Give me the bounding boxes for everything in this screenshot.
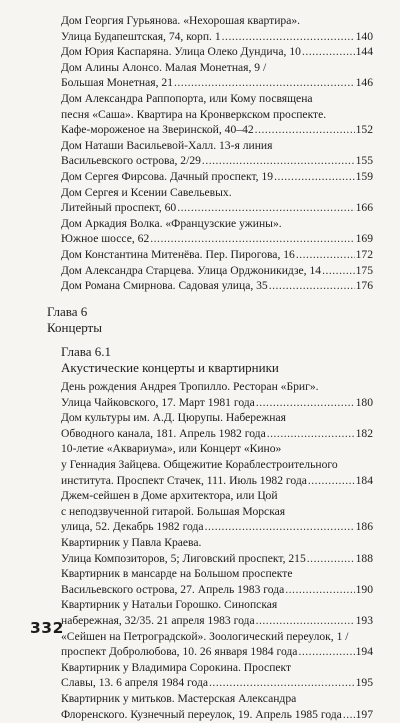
toc-entry-text: Дом Александра Старцева. Улица Орджоникидзе, 14 bbox=[61, 263, 322, 277]
toc-entry-text: Дом Константина Митенёва. Пер. Пирогова, 16 bbox=[61, 248, 295, 261]
subchapter-label: Глава 6.1 bbox=[61, 344, 112, 359]
toc-page-number: 166 bbox=[355, 201, 373, 215]
subchapter-title: Акустические концерты и квартирники bbox=[61, 360, 279, 375]
page-number: 332 bbox=[30, 619, 64, 637]
toc-entry-line bbox=[61, 395, 373, 411]
toc-page-number: 172 bbox=[355, 248, 373, 261]
toc-entry-line bbox=[61, 153, 373, 169]
toc-entry-text: набережная, 32/35. 21 апреля 1983 года bbox=[61, 614, 255, 627]
toc-dot-leader bbox=[274, 169, 355, 185]
toc-entry-text: Дом культуры им. А.Д. Цюрупы. Набережная bbox=[61, 411, 286, 425]
toc-entry-line bbox=[61, 247, 373, 263]
toc-entry-line bbox=[61, 441, 373, 457]
toc-entry-text: института. Проспект Стачек, 111. Июль 1982 года bbox=[61, 473, 307, 487]
toc-entry-text: Кафе-мороженое на Зверинской, 40–42 bbox=[61, 123, 254, 137]
toc-dot-leader bbox=[202, 153, 355, 169]
toc-dot-leader bbox=[302, 44, 355, 60]
toc-page-number: 197 bbox=[355, 707, 373, 721]
toc-page-number: 140 bbox=[355, 29, 373, 43]
toc-entry-line bbox=[61, 60, 373, 76]
toc-page-number: 146 bbox=[355, 76, 373, 90]
toc-entry-text: Дом Сергея и Ксении Савельевых. bbox=[61, 185, 232, 199]
toc-dot-leader bbox=[285, 582, 354, 598]
toc-entry-text: Васильевского острова, 2/29 bbox=[61, 154, 201, 168]
toc-entry-text: Дом Алины Алонсо. Малая Монетная, 9 / bbox=[61, 60, 267, 74]
toc-entry-line bbox=[61, 582, 373, 598]
toc-dot-leader bbox=[209, 675, 355, 691]
toc-page-number: 175 bbox=[355, 263, 373, 277]
toc-entry-text: с неподзвученной гитарой. Большая Морская bbox=[61, 504, 286, 518]
toc-entry-line bbox=[61, 629, 373, 645]
toc-entry-line bbox=[61, 13, 373, 29]
toc-page-number: 184 bbox=[355, 473, 373, 487]
toc-entry-line bbox=[61, 426, 373, 442]
toc-entry-text: Дом Наташи Васильевой-Халл. 13-я линия bbox=[61, 138, 273, 152]
toc-dot-leader bbox=[256, 395, 355, 411]
toc-entry-text: Улица Будапештская, 74, корп. 1 bbox=[61, 29, 221, 43]
toc-entry-text: Квартирник у Натальи Горошко. Синопская bbox=[61, 598, 278, 612]
toc-entry-line bbox=[61, 644, 373, 660]
toc-dot-leader bbox=[205, 519, 355, 535]
toc-entry-line bbox=[61, 691, 373, 707]
toc-entry-line bbox=[61, 91, 373, 107]
toc-dot-leader bbox=[222, 29, 355, 45]
toc-page-number: 194 bbox=[355, 645, 373, 659]
toc-entry-text: Джем-сейшен в Доме архитектора, или Цой bbox=[61, 489, 278, 503]
toc-entry-text: День рождения Андрея Тропилло. Ресторан «Бриг». bbox=[61, 380, 319, 393]
toc-entry-text: Квартирник у Владимира Сорокина. Проспект bbox=[61, 660, 292, 674]
toc-entry-line bbox=[61, 379, 373, 395]
toc-entry-line bbox=[61, 613, 373, 629]
toc-dot-leader bbox=[267, 426, 355, 442]
toc-entry-text: Улица Чайковского, 17. Март 1981 года bbox=[61, 395, 255, 409]
toc-page-number: 152 bbox=[355, 123, 373, 137]
toc-entry-text: Дом Александра Раппопорта, или Кому посвящена bbox=[61, 92, 313, 105]
toc-dot-leader bbox=[296, 247, 355, 263]
toc-dot-leader bbox=[307, 551, 355, 567]
chapter-title: Концерты bbox=[47, 320, 102, 335]
toc-entry-line bbox=[61, 29, 373, 45]
toc-dot-leader bbox=[256, 613, 355, 629]
toc-entry-text: Литейный проспект, 60 bbox=[61, 201, 177, 215]
toc-page-number: 188 bbox=[355, 551, 373, 565]
toc-entry-line bbox=[61, 138, 373, 154]
toc-entry-line bbox=[61, 75, 373, 91]
toc-entry-text: песня «Саша». Квартира на Кронверкском проспекте. bbox=[61, 107, 327, 121]
toc-entry-text: Дом Георгия Гурьянова. «Нехорошая квартира». bbox=[61, 14, 301, 27]
toc-entry-line bbox=[61, 278, 373, 294]
toc-page-number: 144 bbox=[355, 45, 373, 59]
toc-entry-text: Улица Композиторов, 5; Лиговский проспект, 215 bbox=[61, 551, 306, 565]
chapter-label: Глава 6 bbox=[47, 304, 88, 319]
toc-entry-line bbox=[61, 473, 373, 489]
toc-entry-line bbox=[61, 107, 373, 123]
toc-entry-line bbox=[61, 566, 373, 582]
toc-page-number: 190 bbox=[355, 582, 373, 596]
toc-entry-line bbox=[61, 231, 373, 247]
toc-entry-line bbox=[61, 519, 373, 535]
toc-dot-leader bbox=[343, 707, 355, 723]
toc-entry-text: Дом Сергея Фирсова. Дачный проспект, 19 bbox=[61, 170, 274, 183]
toc-entry-text: у Геннадия Зайцева. Общежитие Кораблестроительного bbox=[61, 458, 338, 471]
toc-entry-line bbox=[61, 597, 373, 613]
toc-entry-text: улица, 52. Декабрь 1982 года bbox=[61, 520, 204, 534]
toc-entry-text: Флоренского. Кузнечный переулок, 19. Апрель 1985 года bbox=[61, 707, 342, 721]
toc-entry-line bbox=[61, 707, 373, 723]
toc-dot-leader bbox=[308, 473, 355, 489]
toc-entry-text: Дом Аркадия Волка. «Французские ужины». bbox=[61, 216, 282, 230]
toc-entry-text: Большая Монетная, 21 bbox=[61, 76, 173, 90]
toc-entry-text: Квартирник в мансарде на Большом проспекте bbox=[61, 567, 293, 581]
toc-entry-text: Славы, 13. 6 апреля 1984 года bbox=[61, 676, 209, 690]
toc-entry-line bbox=[61, 169, 373, 185]
toc-page-number: 176 bbox=[355, 279, 373, 293]
toc-entry-text: Васильевского острова, 27. Апрель 1983 года bbox=[61, 582, 285, 596]
toc-entry-text: Дом Романа Смирнова. Садовая улица, 35 bbox=[61, 279, 268, 293]
toc-entry-text: «Сейшен на Петроградской». Зоологический переулок, 1 / bbox=[61, 629, 349, 643]
toc-dot-leader bbox=[269, 278, 355, 294]
toc-page-number: 155 bbox=[355, 154, 373, 168]
toc-dot-leader bbox=[255, 122, 355, 138]
toc-entry-text: Дом Юрия Каспаряна. Улица Олеко Дундича, 10 bbox=[61, 45, 301, 59]
toc-page-number: 195 bbox=[355, 676, 373, 690]
toc-entry-text: Квартирник у митьков. Мастерская Александра bbox=[61, 692, 297, 705]
toc-entry-text: Квартирник у Павла Краева. bbox=[61, 536, 202, 549]
toc-entry-line bbox=[61, 410, 373, 426]
toc-entry-text: Обводного канала, 181. Апрель 1982 года bbox=[61, 426, 266, 440]
toc-page-number: 169 bbox=[355, 232, 373, 246]
toc-entry-line bbox=[61, 504, 373, 520]
toc-entry-text: Южное шоссе, 62 bbox=[61, 232, 150, 246]
toc-dot-leader bbox=[174, 75, 355, 91]
toc-entry-line bbox=[61, 535, 373, 551]
toc-entry-line bbox=[61, 185, 373, 201]
toc-entry-line bbox=[61, 551, 373, 567]
toc-page-number: 180 bbox=[355, 395, 373, 409]
toc-entry-line bbox=[61, 122, 373, 138]
toc-entry-text: 10-летие «Аквариума», или Концерт «Кино» bbox=[61, 442, 282, 456]
toc-entry-line bbox=[61, 675, 373, 691]
toc-entry-line bbox=[61, 457, 373, 473]
toc-entry-line bbox=[61, 216, 373, 232]
toc-page-number: 193 bbox=[355, 614, 373, 627]
toc-entry-line bbox=[61, 660, 373, 676]
toc-page-number: 186 bbox=[355, 520, 373, 534]
toc-dot-leader bbox=[298, 644, 354, 660]
toc-entry-line bbox=[61, 44, 373, 60]
toc-entry-text: проспект Добролюбова, 10. 26 января 1984 года bbox=[61, 645, 298, 659]
toc-entry-line bbox=[61, 488, 373, 504]
toc-dot-leader bbox=[322, 263, 355, 279]
toc-dot-leader bbox=[177, 200, 354, 216]
toc-dot-leader bbox=[150, 231, 354, 247]
toc-entry-line bbox=[61, 263, 373, 279]
toc-page-number: 159 bbox=[355, 170, 373, 183]
toc-entry-line bbox=[61, 200, 373, 216]
toc-page-number: 182 bbox=[355, 426, 373, 440]
